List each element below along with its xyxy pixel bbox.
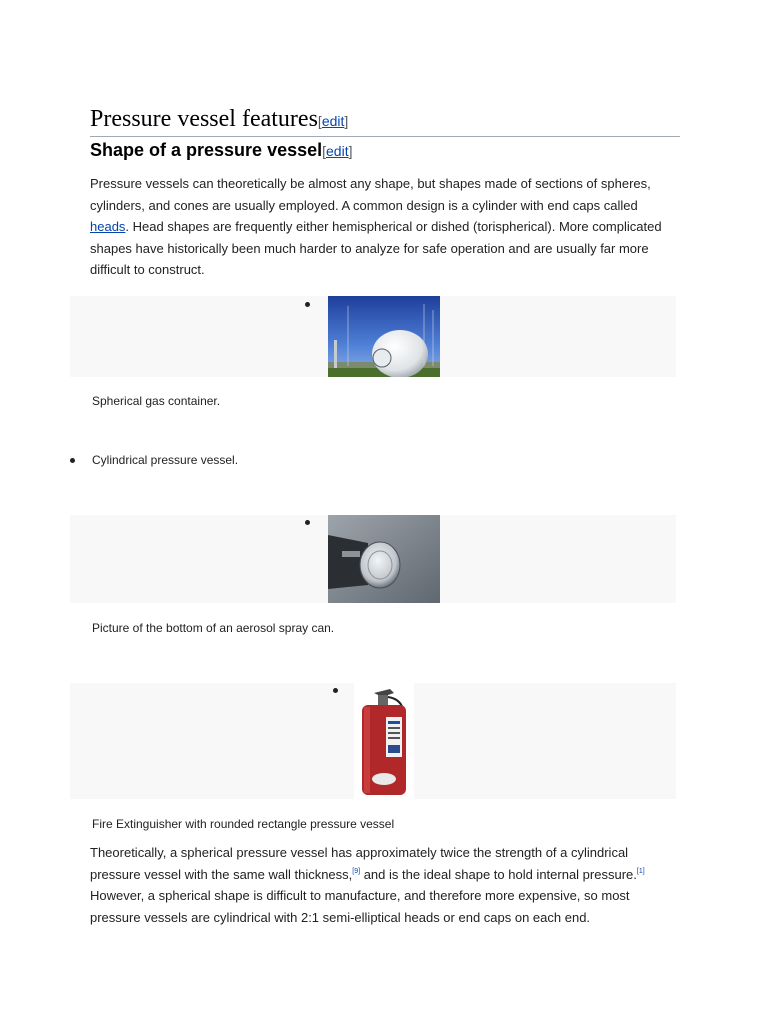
- heads-link[interactable]: heads: [90, 219, 126, 235]
- section-edit: [edit]: [317, 113, 349, 129]
- spherical-gas-container-image[interactable]: [328, 296, 440, 377]
- gallery-caption-spherical: Spherical gas container.: [92, 394, 221, 408]
- section-edit-link[interactable]: edit: [321, 113, 345, 129]
- gallery-caption-aerosol: Picture of the bottom of an aerosol spray can.: [92, 621, 335, 635]
- aerosol-can-photo: [328, 515, 440, 603]
- fire-extinguisher-photo: [354, 683, 414, 799]
- section-title: Pressure vessel features: [90, 106, 318, 132]
- subsection-edit: [edit]: [322, 143, 353, 159]
- gallery-caption-cylindrical: Cylindrical pressure vessel.: [92, 453, 239, 467]
- intro-paragraph: Pressure vessels can theoretically be almost any shape, but shapes made of sections of spheres, cylinders, and cones are usually employed. A common design is a cylinder with end caps called heads. Head shapes are frequently either hemispherical or dished (torispherical). More complicated shapes have historically been much harder to analyze for safe operation and are usually far more difficult to construct.: [90, 176, 662, 278]
- subsection-edit-link[interactable]: edit: [326, 143, 349, 159]
- aerosol-can-image[interactable]: [328, 515, 440, 603]
- gallery-bullet: [305, 520, 310, 525]
- closing-paragraph: Theoretically, a spherical pressure vessel has approximately twice the strength of a cylindrical pressure vessel with the same wall thickness,[9] and is the ideal shape to hold internal pressure.[1] However, a spherical shape is difficult to manufacture, and therefore more expensive, so most pressure vessels are cylindrical with 2:1 semi-elliptical heads or end caps on each end.: [90, 845, 645, 925]
- gallery-caption-extinguisher: Fire Extinguisher with rounded rectangle pressure vessel: [92, 817, 395, 831]
- fire-extinguisher-image[interactable]: [354, 683, 414, 799]
- reference-9[interactable]: [9]: [352, 867, 361, 875]
- list-bullet: [70, 458, 75, 463]
- subsection-heading: [90, 140, 352, 166]
- section-heading: [90, 106, 680, 137]
- subsection-title: Shape of a pressure vessel: [90, 140, 323, 160]
- spherical-gas-container-photo: [328, 296, 440, 377]
- reference-1[interactable]: [1]: [636, 867, 645, 875]
- gallery-bullet: [333, 688, 338, 693]
- gallery-bullet: [305, 302, 310, 307]
